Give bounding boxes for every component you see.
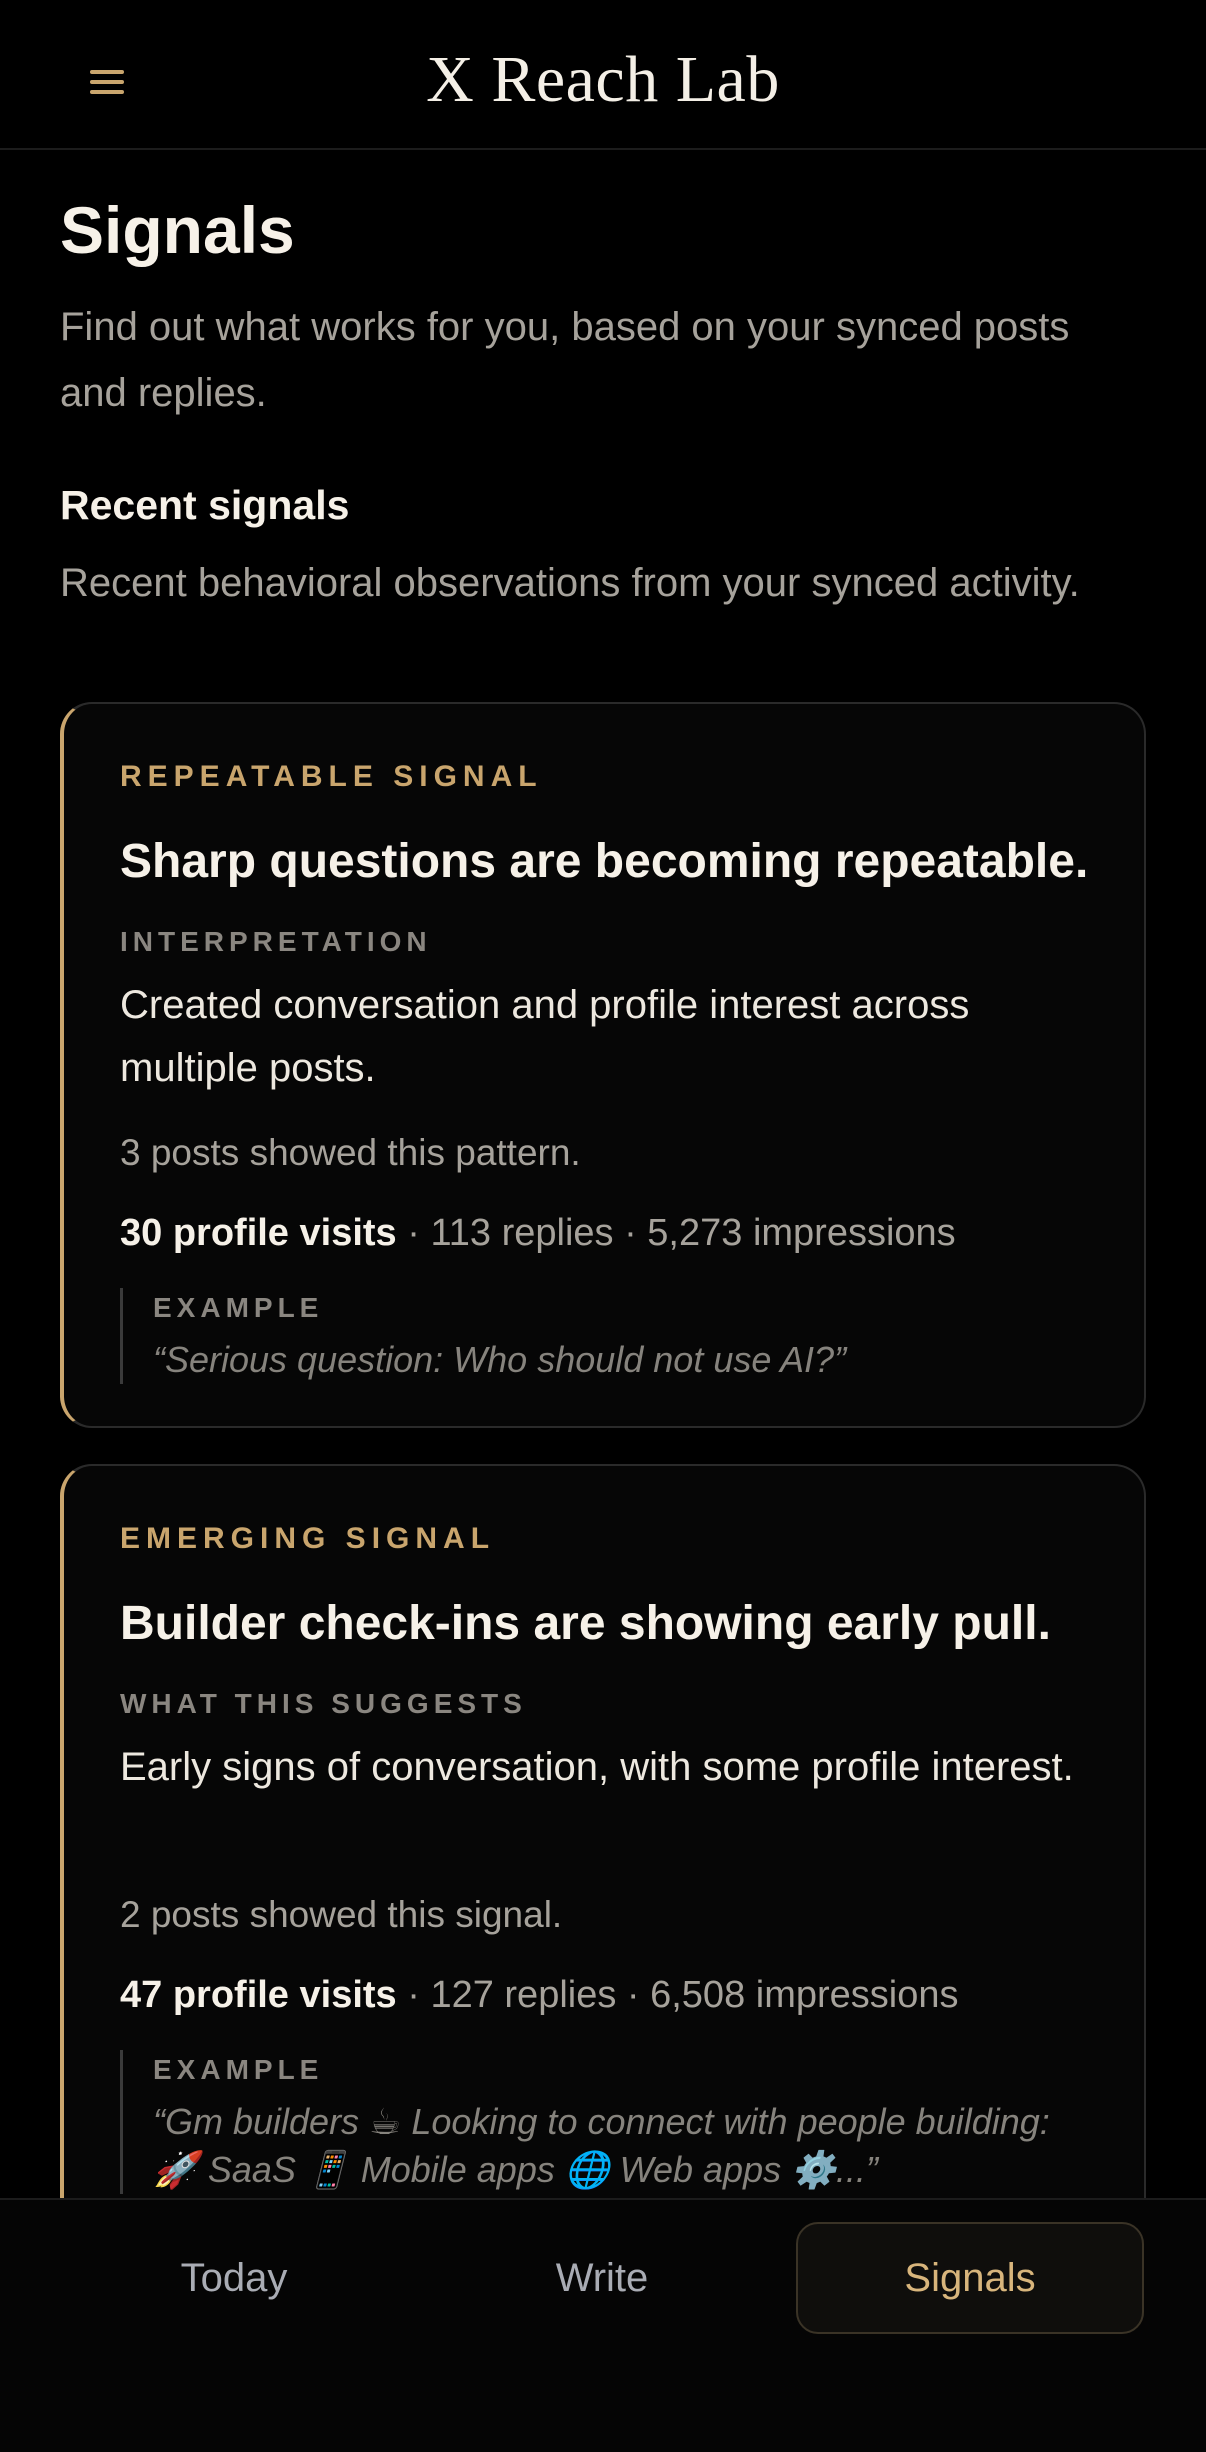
signal-eyebrow: REPEATABLE SIGNAL (120, 760, 543, 793)
section-title: Recent signals (60, 482, 350, 528)
main-scroll-area[interactable] (0, 152, 1206, 2198)
interpretation-text: Early signs of conversation, with some profile interest. (120, 1745, 1074, 1789)
tab-write[interactable]: Write (555, 2255, 649, 2300)
interpretation-label: INTERPRETATION (120, 926, 432, 957)
tab-signals[interactable]: Signals (796, 2222, 1144, 2334)
metric-secondary: · 113 replies · 5,273 impressions (396, 1212, 956, 1254)
signal-metrics (120, 1212, 956, 1255)
signal-title: Sharp questions are becoming repeatable. (120, 835, 1089, 888)
app-brand-title: X Reach Lab (426, 43, 780, 116)
top-header (0, 0, 1206, 150)
metric-profile-visits: 47 profile visits (120, 1974, 397, 2016)
example-quote-block (120, 2050, 1100, 2194)
tab-today[interactable]: Today (180, 2255, 288, 2300)
signal-metrics (120, 1974, 959, 2017)
interpretation-label: WHAT THIS SUGGESTS (120, 1688, 527, 1719)
example-quote: “Serious question: Who should not use AI?” (153, 1339, 847, 1380)
page-subtitle: Find out what works for you, based on your synced posts and replies. (60, 305, 1070, 415)
post-count-text: 3 posts showed this pattern. (120, 1132, 581, 1173)
interpretation-text: Created conversation and profile interest across multiple posts. (120, 983, 970, 1090)
signal-eyebrow: EMERGING SIGNAL (120, 1522, 496, 1555)
signal-card-repeatable[interactable] (60, 702, 1146, 1428)
section-subtitle: Recent behavioral observations from your synced activity. (60, 561, 1080, 605)
signal-title: Builder check-ins are showing early pull. (120, 1597, 1051, 1650)
metric-secondary: · 127 replies · 6,508 impressions (396, 1974, 959, 2016)
example-label: EXAMPLE (153, 2054, 324, 2085)
metric-profile-visits: 30 profile visits (120, 1212, 397, 1254)
example-label: EXAMPLE (153, 1292, 324, 1323)
signal-card-emerging[interactable] (60, 1464, 1146, 2198)
page-title: Signals (60, 193, 295, 267)
example-quote: “Gm builders ☕ Looking to connect with people building: 🚀 SaaS 📱 Mobile apps 🌐 Web apps ⚙️...” (153, 2101, 1050, 2190)
bottom-tab-bar (0, 2198, 1206, 2452)
post-count-text: 2 posts showed this signal. (120, 1894, 563, 1935)
example-quote-block (120, 1288, 1100, 1384)
